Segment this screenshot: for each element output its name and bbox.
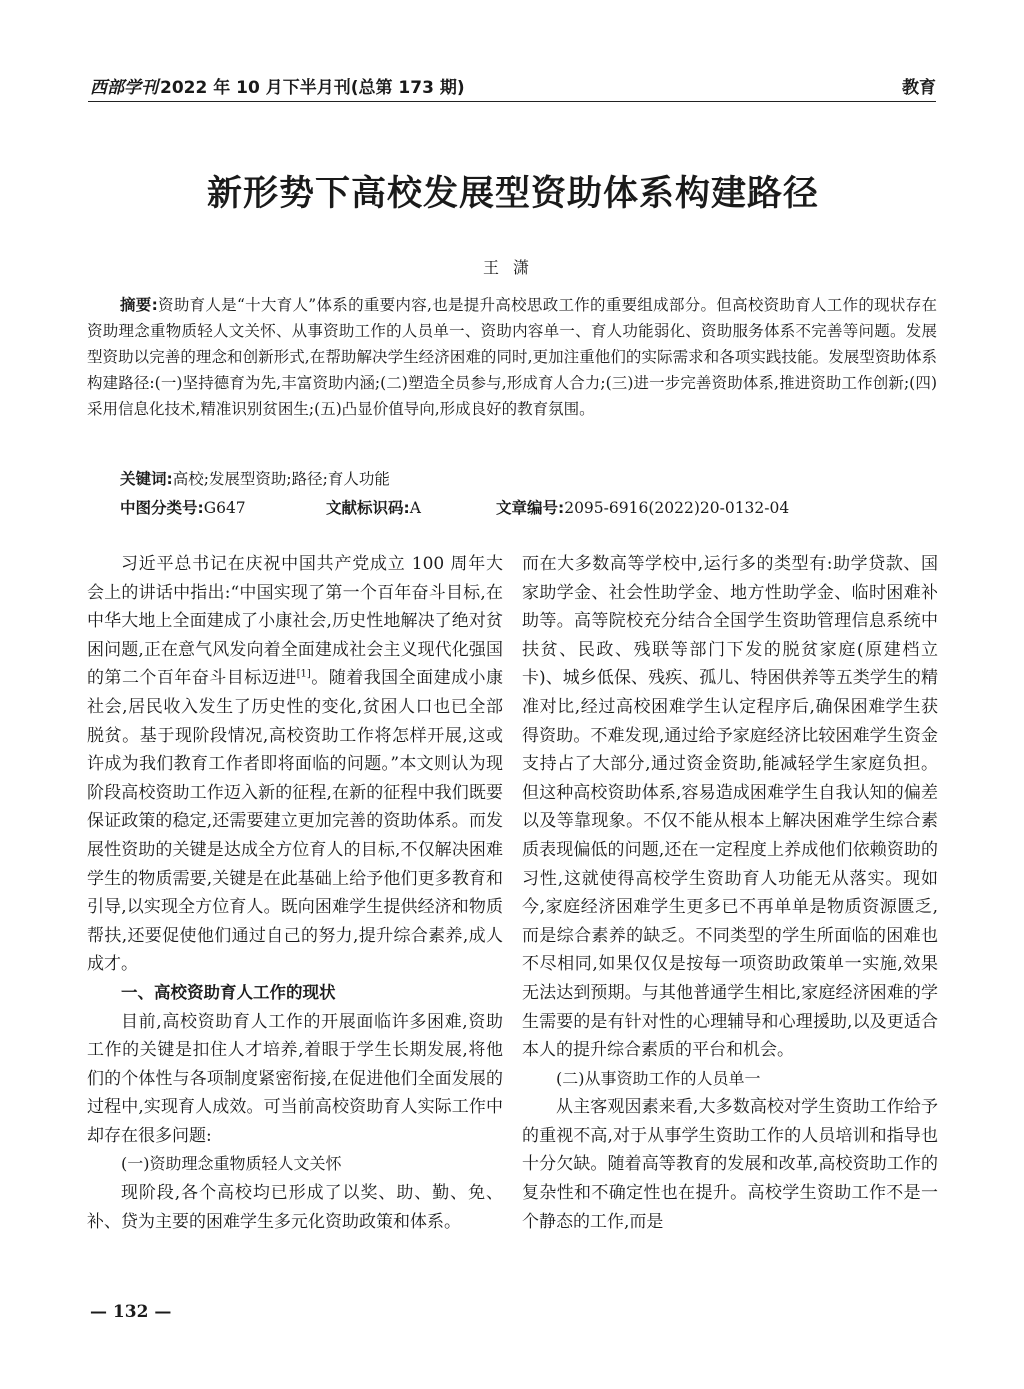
paragraph-text: 。随着我国全面建成小康社会,居民收入发生了历史性的变化,贫困人口也已全部脱贫。基于现阶段情况,高校资助工作将怎样开展,这或许成为我们教育工作者即将面临的问题。”本文则认为现阶段高校资助工作迈入新的征程,在新的征程中我们既要保证政策的稳定,还需要建立更加完善的资助体系。而发展性资助的关键是达成全方位育人的目标,不仅解决困难学生的物质需要,关键是在此基础上给予他们更多教育和引导,以实现全方位育人。既向困难学生提供经济和物质帮扶,还要促使他们通过自己的努力,提升综合素养,成人成才。 (87, 668, 504, 975)
clc-number (120, 497, 326, 519)
clc-value: G647 (203, 499, 246, 517)
header-divider (88, 101, 936, 102)
body-paragraph (87, 550, 503, 979)
keywords-label: 关键词: (120, 470, 173, 488)
abstract (87, 292, 937, 422)
keywords (120, 468, 390, 490)
section-name: 教育 (902, 78, 936, 98)
issue-info: 2022 年 10 月下半月刊(总第 173 期) (160, 78, 465, 98)
paragraph-text: 习近平总书记在庆祝中国共产党成立 100 周年大会上的讲话中指出:“中国实现了第一个百年奋斗目标,在中华大地上全面建成了小康社会,历史性地解决了绝对贫困问题,正在意气风发向着全面建成社会主义现代化强国的第二个百年奋斗目标迈进 (87, 554, 503, 689)
article-number (496, 497, 789, 519)
header-left (90, 73, 465, 98)
right-column (522, 550, 938, 1236)
document-code (326, 497, 496, 519)
abstract-text: 资助育人是“十大育人”体系的重要内容,也是提升高校思政工作的重要组成部分。但高校资助育人工作的现状存在资助理念重物质轻人文关怀、从事资助工作的人员单一、资助内容单一、育人功能弱化、资助服务体系不完善等问题。发展型资助以完善的理念和创新形式,在帮助解决学生经济困难的同时,更加注重他们的实际需求和各项实践技能。发展型资助体系构建路径:(一)坚持德育为先,丰富资助内涵;(二)塑造全员参与,形成育人合力;(三)进一步完善资助体系,推进资助工作创新;(四)采用信息化技术,精准识别贫困生;(五)凸显价值导向,形成良好的教育氛围。 (87, 296, 937, 418)
section-heading: 一、高校资助育人工作的现状 (121, 982, 336, 1002)
running-header (90, 72, 936, 98)
page-number: — 132 — (90, 1302, 172, 1322)
subsection-heading: (一)资助理念重物质轻人文关怀 (121, 1154, 342, 1174)
citation-ref: [1] (296, 668, 311, 680)
article-label: 文章编号: (496, 499, 565, 517)
journal-logo: 西部学刊 (90, 78, 158, 98)
article-title: 新形势下高校发展型资助体系构建路径 (206, 174, 819, 214)
body-paragraph: 目前,高校资助育人工作的开展面临许多困难,资助工作的关键是扣住人才培养,着眼于学生长期发展,将他们的个体性与各项制度紧密衔接,在促进他们全面发展的过程中,实现育人成效。可当前高校资助育人实际工作中却存在很多问题: (87, 1011, 503, 1146)
abstract-label: 摘要: (120, 296, 158, 314)
subsection-heading: (二)从事资助工作的人员单一 (556, 1068, 761, 1088)
left-column (87, 550, 503, 1236)
body-paragraph: 现阶段,各个高校均已形成了以奖、助、勤、免、补、贷为主要的困难学生多元化资助政策和体系。 (87, 1183, 503, 1232)
article-value: 2095-6916(2022)20-0132-04 (564, 499, 790, 517)
keywords-text: 高校;发展型资助;路径;育人功能 (172, 470, 390, 488)
doc-label: 文献标识码: (326, 499, 410, 517)
author-name: 王潇 (482, 258, 543, 277)
doc-value: A (409, 499, 421, 517)
clc-label: 中图分类号: (120, 499, 204, 517)
body-paragraph: 从主客观因素来看,大多数高校对学生资助工作给予的重视不高,对于从事学生资助工作的人员培训和指导也十分欠缺。随着高等教育的发展和改革,高校资助工作的复杂性和不确定性也在提升。高校学生资助工作不是一个静态的工作,而是 (522, 1097, 938, 1232)
article-meta (120, 497, 880, 519)
body-paragraph: 而在大多数高等学校中,运行多的类型有:助学贷款、国家助学金、社会性助学金、地方性助学金、临时困难补助等。高等院校充分结合全国学生资助管理信息系统中扶贫、民政、残联等部门下发的脱贫家庭(原建档立卡)、城乡低保、残疾、孤儿、特困供养等五类学生的精准对比,经过高校困难学生认定程序后,确保困难学生获得资助。不难发现,通过给予家庭经济比较困难学生资金支持占了大部分,通过资金资助,能减轻学生家庭负担。但这种高校资助体系,容易造成困难学生自我认知的偏差以及等靠现象。不仅不能从根本上解决困难学生综合素质表现偏低的问题,还在一定程度上养成他们依赖资助的习性,这就使得高校学生资助育人功能无从落实。现如今,家庭经济困难学生更多已不再单单是物质资源匮乏,而是综合素养的缺乏。不同类型的学生所面临的困难也不尽相同,如果仅仅是按每一项资助政策单一实施,效果无法达到预期。与其他普通学生相比,家庭经济困难的学生需要的是有针对性的心理辅导和心理援助,以及更适合本人的提升综合素质的平台和机会。 (522, 554, 938, 1061)
